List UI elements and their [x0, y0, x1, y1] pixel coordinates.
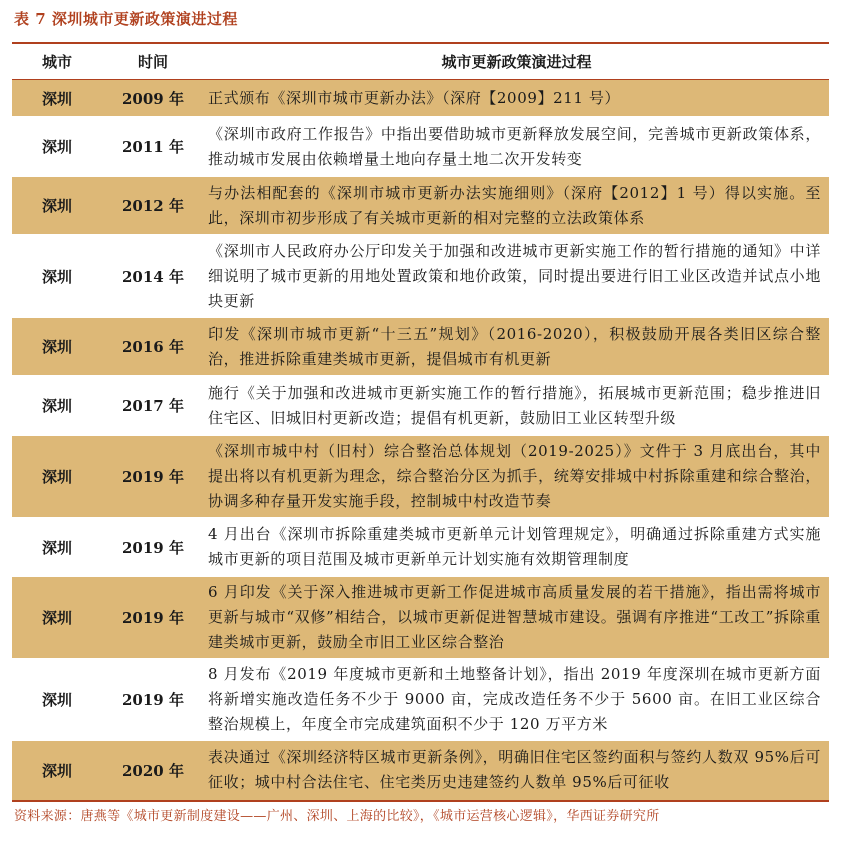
row-city: 深圳 — [12, 376, 102, 436]
row-city: 深圳 — [12, 318, 102, 376]
table-row — [12, 80, 829, 117]
table-header-row — [12, 44, 829, 80]
header-time: 时间 — [137, 53, 168, 71]
policy-table-container — [12, 42, 829, 802]
row-desc: 表决通过《深圳经济特区城市更新条例》，明确旧住宅区签约面积与签约人数双 95%后可征收；城中村合法住宅、住宅类历史违建签约人数单 95%后可征收 — [204, 741, 829, 800]
table-row — [12, 741, 829, 800]
row-desc: 《深圳市政府工作报告》中指出要借助城市更新释放发展空间，完善城市更新政策体系，推动城市发展由依赖增量土地向存量土地二次开发转变 — [204, 117, 829, 177]
row-desc: 施行《关于加强和改进城市更新实施工作的暂行措施》，拓展城市更新范围；稳步推进旧住宅区、旧城旧村更新改造；提倡有机更新，鼓励旧工业区转型升级 — [204, 376, 829, 436]
row-desc: 《深圳市人民政府办公厅印发关于加强和改进城市更新实施工作的暂行措施的通知》中详细说明了城市更新的用地处置政策和地价政策，同时提出要进行旧工业区改造并试点小地块更新 — [204, 235, 829, 318]
source-note: 资料来源：唐燕等《城市更新制度建设——广州、深圳、上海的比较》，《城市运营核心逻辑》，华西证券研究所 — [14, 809, 660, 824]
row-desc: 《深圳市城中村（旧村）综合整治总体规划（2019-2025）》文件于 3 月底出台，其中提出将以有机更新为理念，综合整治分区为抓手，统筹安排城中村拆除重建和综合整治，协调多种存量开发实施手段，控制城中村改造节奏 — [204, 436, 829, 518]
row-year: 2019 年 — [102, 518, 204, 577]
row-year: 2009 年 — [102, 80, 204, 117]
table-row — [12, 376, 829, 436]
header-process: 城市更新政策演进过程 — [441, 53, 592, 71]
row-desc: 4 月出台《深圳市拆除重建类城市更新单元计划管理规定》，明确通过拆除重建方式实施城市更新的项目范围及城市更新单元计划实施有效期管理制度 — [204, 518, 829, 577]
row-city: 深圳 — [12, 177, 102, 235]
row-year: 2016 年 — [102, 318, 204, 376]
row-city: 深圳 — [12, 518, 102, 577]
table-row — [12, 436, 829, 518]
table-row — [12, 117, 829, 177]
table-row — [12, 577, 829, 659]
policy-table — [12, 44, 829, 800]
row-city: 深圳 — [12, 436, 102, 518]
row-city: 深圳 — [12, 117, 102, 177]
row-year: 2014 年 — [102, 235, 204, 318]
row-city: 深圳 — [12, 659, 102, 741]
row-city: 深圳 — [12, 741, 102, 800]
row-desc: 正式颁布《深圳市城市更新办法》（深府【2009】211 号） — [204, 80, 829, 117]
row-year: 2019 年 — [102, 577, 204, 659]
row-desc: 印发《深圳市城市更新“十三五”规划》（2016-2020），积极鼓励开展各类旧区综合整治，推进拆除重建类城市更新，提倡城市有机更新 — [204, 318, 829, 376]
table-bottom-rule — [12, 800, 829, 802]
row-city: 深圳 — [12, 577, 102, 659]
row-year: 2020 年 — [102, 741, 204, 800]
row-year: 2012 年 — [102, 177, 204, 235]
row-city: 深圳 — [12, 235, 102, 318]
row-year: 2017 年 — [102, 376, 204, 436]
row-year: 2019 年 — [102, 659, 204, 741]
table-row — [12, 177, 829, 235]
table-row — [12, 659, 829, 741]
table-caption: 表 7 深圳城市更新政策演进过程 — [14, 10, 238, 28]
row-year: 2019 年 — [102, 436, 204, 518]
row-city: 深圳 — [12, 80, 102, 117]
row-desc: 与办法相配套的《深圳市城市更新办法实施细则》（深府【2012】1 号）得以实施。至此，深圳市初步形成了有关城市更新的相对完整的立法政策体系 — [204, 177, 829, 235]
row-desc: 8 月发布《2019 年度城市更新和土地整备计划》，指出 2019 年度深圳在城市更新方面将新增实施改造任务不少于 9000 亩，完成改造任务不少于 5600 亩。在旧工业区综合整治规模上，年度全市完成建筑面积不少于 120 万平方米 — [204, 659, 829, 741]
table-row — [12, 318, 829, 376]
row-year: 2011 年 — [102, 117, 204, 177]
table-row — [12, 235, 829, 318]
table-row — [12, 518, 829, 577]
row-desc: 6 月印发《关于深入推进城市更新工作促进城市高质量发展的若干措施》，指出需将城市更新与城市“双修”相结合，以城市更新促进智慧城市建设。强调有序推进“工改工”拆除重建类城市更新，鼓励全市旧工业区综合整治 — [204, 577, 829, 659]
header-city: 城市 — [41, 53, 72, 71]
